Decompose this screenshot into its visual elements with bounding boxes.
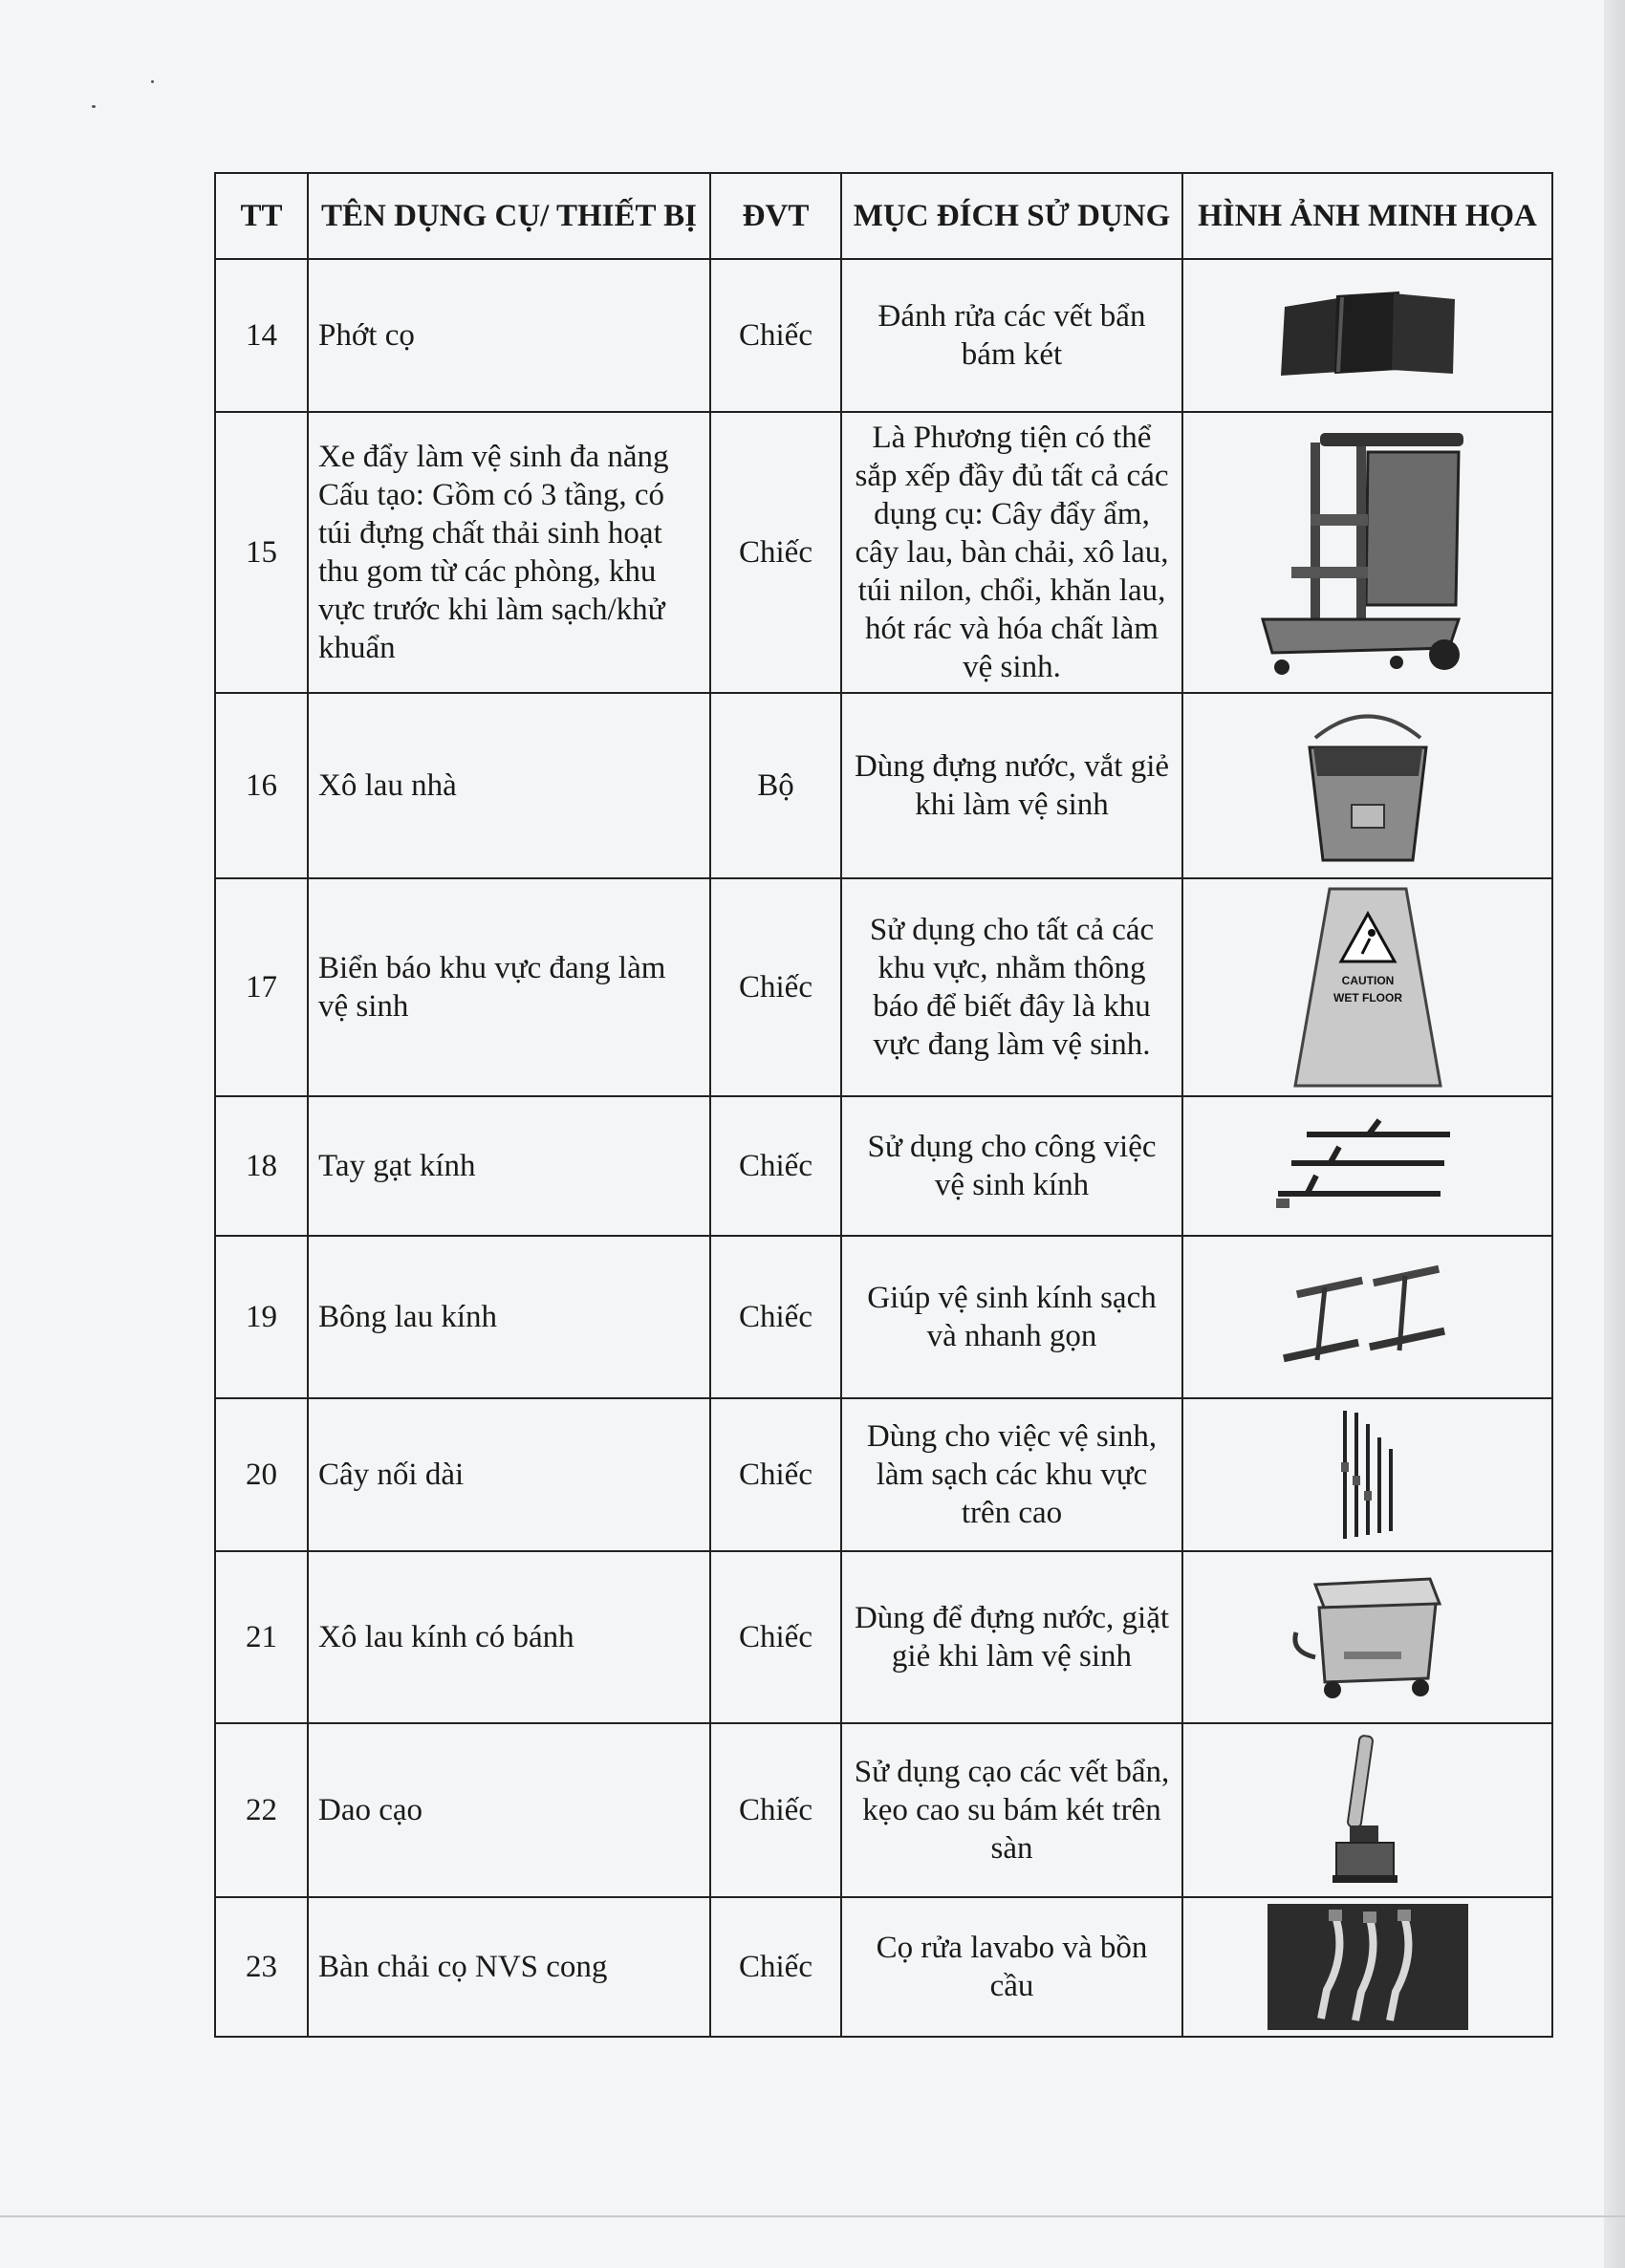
row-number: 20 bbox=[215, 1398, 308, 1551]
item-name: Phớt cọ bbox=[308, 259, 710, 412]
header-tt: TT bbox=[215, 173, 308, 259]
header-unit: ĐVT bbox=[710, 173, 841, 259]
table-row bbox=[215, 693, 1552, 878]
item-unit: Chiếc bbox=[710, 1723, 841, 1897]
item-purpose: Dùng cho việc vệ sinh, làm sạch các khu vực trên cao bbox=[841, 1398, 1182, 1551]
item-purpose: Sử dụng cạo các vết bẩn, kẹo cao su bám két trên sàn bbox=[841, 1723, 1182, 1897]
item-unit: Chiếc bbox=[710, 259, 841, 412]
table-row bbox=[215, 259, 1552, 412]
item-unit: Chiếc bbox=[710, 878, 841, 1096]
scrub-pad-icon bbox=[1277, 288, 1459, 383]
item-name: Xe đẩy làm vệ sinh đa năng bbox=[318, 440, 669, 474]
extension-pole-icon bbox=[1330, 1405, 1406, 1544]
table-row bbox=[215, 412, 1552, 693]
table-row bbox=[215, 1236, 1552, 1398]
item-purpose: Giúp vệ sinh kính sạch và nhanh gọn bbox=[841, 1236, 1182, 1398]
item-purpose: Cọ rửa lavabo và bồn cầu bbox=[841, 1897, 1182, 2037]
row-number: 16 bbox=[215, 693, 308, 878]
item-name: Tay gạt kính bbox=[308, 1096, 710, 1236]
row-number: 15 bbox=[215, 412, 308, 693]
mop-bucket-icon bbox=[1296, 700, 1440, 872]
scan-page-edge bbox=[1604, 0, 1625, 2268]
item-purpose: Là Phương tiện có thể sắp xếp đầy đủ tất cả các dụng cụ: Cây đẩy ẩm, cây lau, bàn chải, xô lau, túi nilon, chổi, khăn lau, hót rác và hóa chất làm vệ sinh. bbox=[841, 412, 1182, 693]
item-name-detail: Cấu tạo: Gồm có 3 tầng, có túi đựng chất thải sinh hoạt thu gom từ các phòng, khu vực trước khi làm sạch/khử khuẩn bbox=[318, 478, 665, 665]
sign-wet-floor-text: WET FLOOR bbox=[1332, 991, 1402, 1004]
table-row bbox=[215, 1398, 1552, 1551]
table-row bbox=[215, 1723, 1552, 1897]
scan-speck bbox=[151, 80, 154, 83]
item-purpose: Sử dụng cho tất cả các khu vực, nhằm thông báo để biết đây là khu vực đang làm vệ sinh. bbox=[841, 878, 1182, 1096]
table-header-row bbox=[215, 173, 1552, 259]
row-number: 22 bbox=[215, 1723, 308, 1897]
item-name: Bông lau kính bbox=[308, 1236, 710, 1398]
floor-scraper-icon bbox=[1325, 1730, 1411, 1890]
row-number: 21 bbox=[215, 1551, 308, 1723]
item-purpose: Dùng đựng nước, vắt giẻ khi làm vệ sinh bbox=[841, 693, 1182, 878]
row-number: 17 bbox=[215, 878, 308, 1096]
sign-caution-text: CAUTION bbox=[1341, 974, 1394, 987]
item-unit: Chiếc bbox=[710, 412, 841, 693]
table-row bbox=[215, 878, 1552, 1096]
item-name: Xô lau kính có bánh bbox=[308, 1551, 710, 1723]
window-squeegee-icon bbox=[1272, 1118, 1463, 1214]
item-unit: Chiếc bbox=[710, 1398, 841, 1551]
header-image: HÌNH ẢNH MINH HỌA bbox=[1182, 173, 1552, 259]
row-number: 18 bbox=[215, 1096, 308, 1236]
item-unit: Chiếc bbox=[710, 1236, 841, 1398]
scan-bottom-line bbox=[0, 2215, 1625, 2217]
row-number: 19 bbox=[215, 1236, 308, 1398]
item-unit: Chiếc bbox=[710, 1897, 841, 2037]
item-purpose: Đánh rửa các vết bẩn bám két bbox=[841, 259, 1182, 412]
row-number: 14 bbox=[215, 259, 308, 412]
item-name: Dao cạo bbox=[308, 1723, 710, 1897]
row-number: 23 bbox=[215, 1897, 308, 2037]
wet-floor-sign-icon bbox=[1291, 885, 1444, 1090]
table-row bbox=[215, 1897, 1552, 2037]
header-purpose: MỤC ĐÍCH SỬ DỤNG bbox=[841, 173, 1182, 259]
item-unit: Chiếc bbox=[710, 1096, 841, 1236]
header-name: TÊN DỤNG CỤ/ THIẾT BỊ bbox=[308, 173, 710, 259]
table-row bbox=[215, 1551, 1552, 1723]
item-unit: Chiếc bbox=[710, 1551, 841, 1723]
cleaning-cart-icon bbox=[1253, 423, 1483, 681]
item-name: Biển báo khu vực đang làm vệ sinh bbox=[308, 878, 710, 1096]
item-purpose: Dùng để đựng nước, giặt giẻ khi làm vệ sinh bbox=[841, 1551, 1182, 1723]
equipment-table bbox=[214, 172, 1553, 2038]
item-name: Cây nối dài bbox=[308, 1398, 710, 1551]
toilet-brush-icon bbox=[1268, 1904, 1468, 2030]
wheeled-bucket-icon bbox=[1287, 1566, 1449, 1709]
scan-speck bbox=[92, 105, 96, 108]
item-unit: Bộ bbox=[710, 693, 841, 878]
item-purpose: Sử dụng cho công việc vệ sinh kính bbox=[841, 1096, 1182, 1236]
window-washer-icon bbox=[1277, 1255, 1459, 1379]
item-name: Bàn chải cọ NVS cong bbox=[308, 1897, 710, 2037]
item-name: Xô lau nhà bbox=[308, 693, 710, 878]
table-row bbox=[215, 1096, 1552, 1236]
